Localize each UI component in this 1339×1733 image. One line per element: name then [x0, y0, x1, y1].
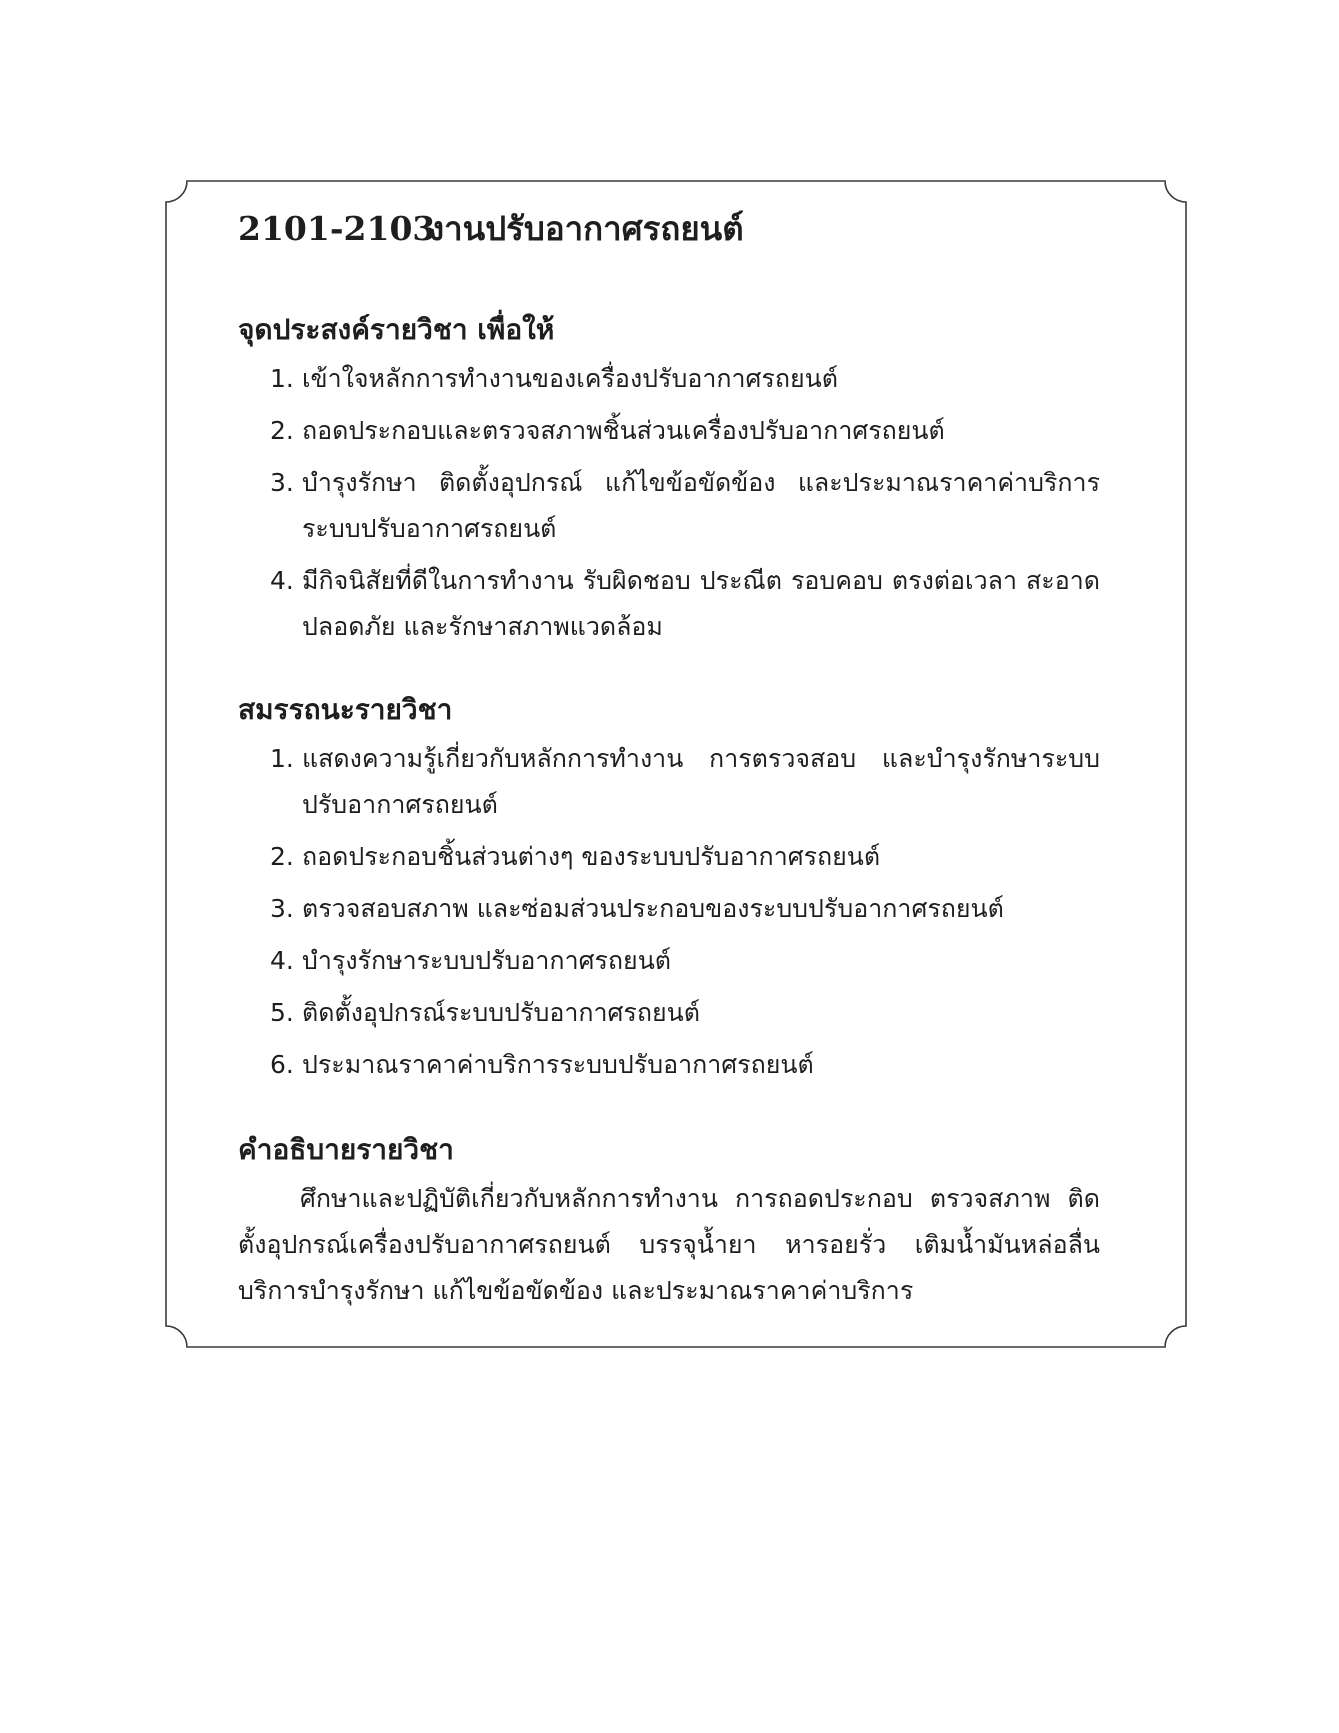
- list-item: [238, 834, 1100, 880]
- item-text: ประมาณราคาค่าบริการระบบปรับอากาศรถยนต์: [302, 1050, 814, 1079]
- item-text: ถอดประกอบและตรวจสภาพชิ้นส่วนเครื่องปรับอากาศรถยนต์: [302, 416, 945, 445]
- description-heading: คำอธิบายรายวิชา: [238, 1133, 454, 1166]
- list-item: [238, 356, 1100, 402]
- item-text: ถอดประกอบชิ้นส่วนต่างๆ ของระบบปรับอากาศรถยนต์: [302, 842, 881, 871]
- objectives-heading: จุดประสงค์รายวิชา เพื่อให้: [238, 313, 555, 346]
- item-text: มีกิจนิสัยที่ดีในการทำงาน รับผิดชอบ ประณีต รอบคอบ ตรงต่อเวลา สะอาด ปลอดภัย และรักษาสภาพแวดล้อม: [302, 566, 1100, 641]
- item-number: 2.: [270, 416, 294, 445]
- item-number: 2.: [270, 842, 294, 871]
- list-item: [238, 460, 1100, 552]
- competencies-heading: สมรรถนะรายวิชา: [238, 693, 453, 726]
- list-item: [238, 408, 1100, 454]
- item-number: 5.: [270, 998, 294, 1027]
- competencies-list: [238, 736, 1100, 1088]
- item-number: 1.: [270, 744, 294, 773]
- item-text: บำรุงรักษาระบบปรับอากาศรถยนต์: [302, 946, 672, 975]
- course-content: [238, 204, 1100, 1314]
- objectives-list: [238, 356, 1100, 650]
- item-number: 3.: [270, 894, 294, 923]
- course-code: 2101-2103: [238, 209, 436, 248]
- item-number: 4.: [270, 566, 294, 595]
- description-text: ศึกษาและปฏิบัติเกี่ยวกับหลักการทำงาน การถอดประกอบ ตรวจสภาพ ติดตั้งอุปกรณ์เครื่องปรับอากาศรถยนต์ บรรจุน้ำยา หารอยรั่ว เติมน้ำมันหล่อลื่น บริการบำรุงรักษา แก้ไขข้อขัดข้อง และประมาณราคาค่าบริการ: [238, 1184, 1100, 1305]
- item-number: 4.: [270, 946, 294, 975]
- list-item: [238, 1042, 1100, 1088]
- item-text: ติดตั้งอุปกรณ์ระบบปรับอากาศรถยนต์: [302, 998, 700, 1027]
- item-text: แสดงความรู้เกี่ยวกับหลักการทำงาน การตรวจสอบ และบำรุงรักษาระบบ ปรับอากาศรถยนต์: [302, 744, 1100, 819]
- item-text: บำรุงรักษา ติดตั้งอุปกรณ์ แก้ไขข้อขัดข้อง และประมาณราคาค่าบริการ ระบบปรับอากาศรถยนต์: [302, 468, 1100, 543]
- item-number: 1.: [270, 364, 294, 393]
- item-number: 6.: [270, 1050, 294, 1079]
- list-item: [238, 938, 1100, 984]
- list-item: [238, 886, 1100, 932]
- list-item: [238, 990, 1100, 1036]
- item-text: ตรวจสอบสภาพ และซ่อมส่วนประกอบของระบบปรับอากาศรถยนต์: [302, 894, 1004, 923]
- item-number: 3.: [270, 468, 294, 497]
- list-item: [238, 736, 1100, 828]
- list-item: [238, 558, 1100, 650]
- course-title: [238, 204, 1100, 254]
- item-text: เข้าใจหลักการทำงานของเครื่องปรับอากาศรถยนต์: [302, 364, 838, 393]
- course-name: งานปรับอากาศรถยนต์: [428, 209, 744, 248]
